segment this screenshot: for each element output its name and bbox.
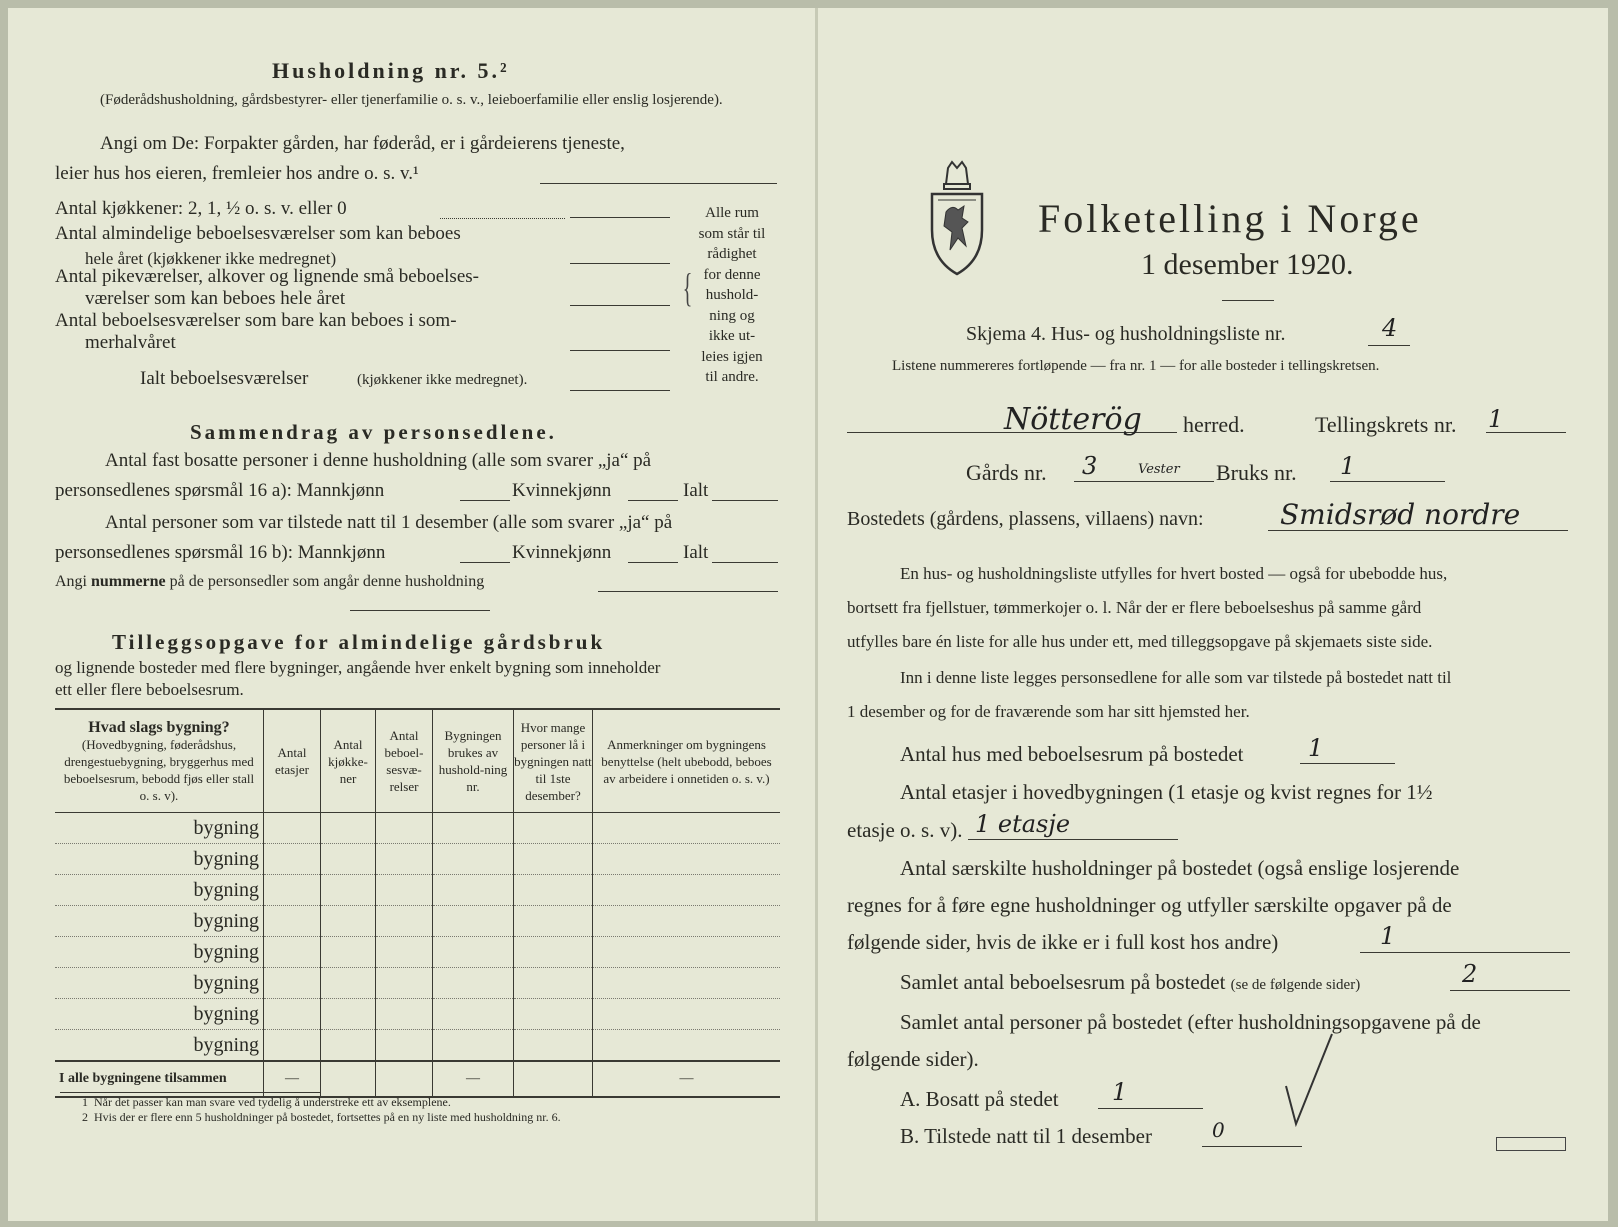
present-field[interactable]	[1202, 1146, 1302, 1147]
table-row	[55, 813, 780, 844]
gards-field[interactable]	[1074, 481, 1214, 482]
household-title: Husholdning nr. 5.²	[272, 58, 510, 83]
floors-value: 1 etasje	[975, 810, 1071, 838]
bosted-label: Bostedets (gårdens, plassens, villaens) navn:	[847, 508, 1204, 530]
cell[interactable]	[514, 1030, 593, 1062]
footnote-text: Når det passer kan man svare ved tydelig å understreke ett av eksemplene.	[94, 1095, 451, 1109]
footnote-2	[82, 1110, 561, 1125]
floors-question-1: Antal etasjer i hovedbygningen (1 etasje og kvist regnes for 1½	[900, 780, 1433, 804]
side-note-line: til andre.	[705, 369, 759, 385]
numbers-text: på de personsedler som angår denne husholdning	[169, 573, 485, 590]
resident-male-field[interactable]	[460, 500, 510, 501]
cell[interactable]	[376, 875, 433, 906]
herred-value: Nötterög	[1004, 402, 1142, 437]
row-label: bygning	[55, 937, 264, 968]
cell[interactable]	[433, 999, 514, 1030]
cell[interactable]	[433, 813, 514, 844]
numbers-instruction	[55, 573, 484, 591]
ordinary-rooms-line-1: Antal almindelige beboelsesværelser som kan beboes	[55, 223, 461, 244]
total-rooms[interactable]	[376, 1061, 433, 1097]
maid-rooms-line-2: værelser som kan beboes hele året	[85, 288, 346, 309]
cell[interactable]	[593, 813, 781, 844]
cell[interactable]	[593, 844, 781, 875]
numbers-text: Angi	[55, 573, 87, 590]
cell[interactable]	[593, 999, 781, 1030]
schema-label: Skjema 4. Hus- og husholdningsliste nr.	[966, 323, 1286, 345]
cell[interactable]	[433, 937, 514, 968]
row-label: bygning	[55, 844, 264, 875]
numbers-field[interactable]	[598, 591, 778, 592]
summer-rooms-line-2: merhalvåret	[85, 332, 176, 353]
total-label: I alle bygningene tilsammen	[55, 1061, 264, 1097]
col-persons: Hvor mange personer lå i bygningen natt til 1ste desember?	[514, 709, 593, 813]
cell[interactable]	[321, 844, 376, 875]
households-question-3: følgende sider, hvis de ikke er i full kost hos andre)	[847, 930, 1279, 954]
total-rooms-field[interactable]	[570, 390, 670, 391]
numbering-note: Listene nummereres fortløpende — fra nr. 1 — for alle bosteder i tellingskretsen.	[892, 358, 1380, 374]
instruction-1: En hus- og husholdningsliste utfylles for hvert bosted — også for ubebodde hus,	[900, 564, 1448, 583]
cell[interactable]	[593, 1030, 781, 1062]
ordinary-rooms-line-2: hele året (kjøkkener ikke medregnet)	[85, 249, 337, 268]
rooms-question-text: Samlet antal beboelsesrum på bostedet	[900, 970, 1226, 994]
row-label: bygning	[55, 906, 264, 937]
form-title: Folketelling i Norge	[1038, 196, 1422, 241]
side-note	[690, 203, 774, 388]
summary-line-1: Antal fast bosatte personer i denne husholdning (alle som svarer „ja“ på	[105, 450, 652, 471]
table-row	[55, 968, 780, 999]
row-label: bygning	[55, 1030, 264, 1062]
side-note-line: hushold-	[705, 287, 759, 303]
cell[interactable]	[376, 1030, 433, 1062]
houses-field[interactable]	[1300, 763, 1395, 764]
persons-question-2: følgende sider).	[847, 1047, 979, 1071]
form-date: 1 desember 1920.	[1141, 248, 1354, 281]
cell[interactable]	[264, 999, 321, 1030]
household-note: (Føderådshusholdning, gårdsbestyrer- eller tjenerfamilie o. s. v., leieboerfamilie eller enslig losjerende).	[100, 92, 723, 108]
checkmark-icon	[1282, 1030, 1342, 1130]
row-label: bygning	[55, 875, 264, 906]
krets-label: Tellingskrets nr.	[1315, 412, 1457, 437]
cell[interactable]	[321, 937, 376, 968]
present-label: B. Tilstede natt til 1 desember	[900, 1124, 1152, 1148]
row-label: bygning	[55, 968, 264, 999]
row-label: bygning	[55, 999, 264, 1030]
resident-total-field[interactable]	[712, 500, 778, 501]
table-row	[55, 844, 780, 875]
cell[interactable]	[376, 968, 433, 999]
households-field[interactable]	[1360, 952, 1570, 953]
gards-label: Gårds nr.	[966, 460, 1047, 485]
cell[interactable]	[376, 844, 433, 875]
cell[interactable]	[321, 813, 376, 844]
section-divider	[350, 610, 490, 611]
cell[interactable]	[433, 906, 514, 937]
maid-rooms-field[interactable]	[570, 305, 670, 306]
rooms-question-note: (se de følgende sider)	[1230, 977, 1361, 993]
table-row	[55, 1030, 780, 1062]
cell[interactable]	[376, 999, 433, 1030]
total-kitchens[interactable]	[321, 1061, 376, 1097]
col-remarks: Anmerkninger om bygningens benyttelse (helt ubebodd, beboes av arbeidere i onnetiden o. s. v.)	[593, 709, 781, 813]
cell[interactable]	[264, 906, 321, 937]
schema-no-value: 4	[1382, 314, 1398, 342]
building-table	[55, 708, 780, 1098]
side-note-line: for denne	[703, 266, 761, 283]
resident-label: A. Bosatt på stedet	[900, 1087, 1059, 1111]
cell[interactable]	[433, 844, 514, 875]
rooms-question	[900, 970, 1360, 995]
side-note-line: som står til	[698, 225, 766, 242]
ordinary-rooms-field[interactable]	[570, 263, 670, 264]
floors-field[interactable]	[968, 839, 1178, 840]
kitchens-field[interactable]	[570, 217, 670, 218]
footnote-mark: 2	[82, 1110, 88, 1124]
cell[interactable]	[514, 906, 593, 937]
herred-label: herred.	[1183, 412, 1245, 437]
households-value: 1	[1380, 922, 1396, 950]
cell[interactable]	[264, 1030, 321, 1062]
cell[interactable]	[433, 968, 514, 999]
kitchens-label: Antal kjøkkener: 2, 1, ½ o. s. v. eller 0	[55, 198, 347, 219]
houses-question: Antal hus med beboelsesrum på bostedet	[900, 742, 1244, 766]
summary-line-2: personsedlenes spørsmål 16 a): Mannkjønn	[55, 480, 385, 501]
present-male-field[interactable]	[460, 562, 510, 563]
resident-total-label: Ialt	[683, 480, 709, 501]
table-row	[55, 937, 780, 968]
ask-line-1: Angi om De: Forpakter gården, har føderåd, er i gårdeierens tjeneste,	[100, 133, 625, 154]
cell[interactable]	[514, 875, 593, 906]
cell[interactable]	[321, 1030, 376, 1062]
persons-question-1: Samlet antal personer på bostedet (efter husholdningsopgavene på de	[900, 1010, 1481, 1034]
cell[interactable]	[593, 875, 781, 906]
gards-value: 3	[1082, 452, 1098, 480]
cell[interactable]	[321, 906, 376, 937]
supplement-line-2: ett eller flere beboelsesrum.	[55, 680, 244, 699]
cell[interactable]	[321, 968, 376, 999]
rooms-value: 2	[1462, 960, 1478, 988]
instruction-2: bortsett fra fjellstuer, tømmerkojer o. l. Når der er flere beboelseshus på samme gård	[847, 598, 1422, 617]
coat-of-arms-icon	[928, 160, 986, 278]
col-building-title: Hvad slags bygning?	[88, 718, 230, 736]
bruks-value: 1	[1340, 452, 1356, 480]
total-rooms-label: Ialt beboelsesværelser	[140, 368, 309, 389]
summary-line-3: Antal personer som var tilstede natt til 1 desember (alle som svarer „ja“ på	[105, 512, 673, 533]
cell[interactable]	[264, 875, 321, 906]
bruks-label: Bruks nr.	[1216, 460, 1297, 485]
summary-line-4: personsedlenes spørsmål 16 b): Mannkjønn	[55, 542, 386, 563]
resident-female-field[interactable]	[628, 500, 678, 501]
rooms-field[interactable]	[1450, 990, 1570, 991]
side-note-line: ikke ut-	[708, 328, 756, 344]
cell[interactable]	[264, 937, 321, 968]
cell[interactable]	[376, 906, 433, 937]
col-rooms: Antal beboel-sesvæ-relser	[376, 709, 433, 813]
bruks-field[interactable]	[1330, 481, 1445, 482]
maid-rooms-line-1: Antal pikeværelser, alkover og lignende små beboelses-	[55, 266, 479, 287]
present-value: 0	[1212, 1118, 1225, 1142]
present-total-field[interactable]	[712, 562, 778, 563]
row-label: bygning	[55, 813, 264, 844]
printer-stamp-icon	[1496, 1137, 1566, 1151]
total-household: —	[433, 1061, 514, 1097]
footnote-1	[82, 1095, 451, 1110]
resident-female-label: Kvinnekjønn	[512, 480, 612, 501]
side-note-line: Alle rum	[705, 205, 759, 221]
title-rule	[1222, 300, 1274, 301]
footnote-rule	[60, 1092, 320, 1093]
cell[interactable]	[321, 999, 376, 1030]
cell[interactable]	[514, 844, 593, 875]
resident-value: 1	[1112, 1078, 1128, 1106]
col-household-no: Bygningen brukes av hushold-ning nr.	[433, 709, 514, 813]
cell[interactable]	[514, 968, 593, 999]
bosted-value: Smidsrød nordre	[1280, 498, 1521, 531]
cell[interactable]	[264, 813, 321, 844]
cell[interactable]	[433, 875, 514, 906]
side-note-line: ning og	[709, 307, 755, 324]
ask-line-2: leier hus hos eieren, fremleier hos andre o. s. v.¹	[55, 163, 419, 184]
cell[interactable]	[321, 875, 376, 906]
summer-rooms-field[interactable]	[570, 350, 670, 351]
cell[interactable]	[514, 937, 593, 968]
cell[interactable]	[376, 813, 433, 844]
footnote-mark: 1	[82, 1095, 88, 1109]
cell[interactable]	[514, 999, 593, 1030]
instruction-5: 1 desember og for de fraværende som har sitt hjemsted her.	[847, 702, 1250, 721]
col-building-note: (Hovedbygning, føderådshus, drengestuebygning, bryggerhus med beboelsesrum, bebodd fjøs eller stall o. s. v).	[63, 736, 255, 803]
cell[interactable]	[433, 1030, 514, 1062]
brace: {	[682, 265, 693, 310]
cell[interactable]	[264, 968, 321, 999]
side-note-line: leies igjen	[701, 348, 763, 365]
table-row	[55, 906, 780, 937]
col-building-type	[55, 709, 264, 813]
side-note-line: rådighet	[707, 246, 757, 262]
summer-rooms-line-1: Antal beboelsesværelser som bare kan beboes i som-	[55, 310, 457, 331]
floors-question-2: etasje o. s. v).	[847, 818, 963, 842]
col-kitchens: Antal kjøkke-ner	[321, 709, 376, 813]
numbers-emphasis: nummerne	[91, 573, 166, 590]
schema-no-field[interactable]	[1368, 345, 1410, 346]
supplement-line-1: og lignende bosteder med flere bygninger, angående hver enkelt bygning som inneholder	[55, 658, 661, 677]
households-question-1: Antal særskilte husholdninger på bostedet (også enslige losjerende	[900, 856, 1460, 880]
instruction-4: Inn i denne liste legges personsedlene for alle som var tilstede på bostedet natt til	[900, 668, 1452, 687]
resident-field[interactable]	[1098, 1108, 1203, 1109]
col-floors: Antal etasjer	[264, 709, 321, 813]
gards-extra-value: Vester	[1138, 462, 1180, 477]
krets-value: 1	[1488, 405, 1504, 433]
kitchens-dots	[440, 218, 565, 219]
total-rooms-note: (kjøkkener ikke medregnet).	[357, 372, 528, 388]
summary-title: Sammendrag av personsedlene.	[190, 420, 557, 444]
cell[interactable]	[264, 844, 321, 875]
households-question-2: regnes for å føre egne husholdninger og utfyller særskilte opgaver på de	[847, 893, 1452, 917]
present-female-field[interactable]	[628, 562, 678, 563]
cell[interactable]	[593, 968, 781, 999]
present-total-label: Ialt	[683, 542, 709, 563]
houses-value: 1	[1308, 734, 1324, 762]
table-row	[55, 999, 780, 1030]
present-female-label: Kvinnekjønn	[512, 542, 612, 563]
cell[interactable]	[514, 813, 593, 844]
cell[interactable]	[376, 937, 433, 968]
ask-answer-line[interactable]	[540, 183, 777, 184]
cell[interactable]	[593, 906, 781, 937]
supplement-title: Tilleggsopgave for almindelige gårdsbruk	[112, 630, 606, 654]
footnote-text: Hvis der er flere enn 5 husholdninger på bostedet, fortsettes på en ny liste med husholdning nr. 6.	[94, 1110, 561, 1124]
total-floors: —	[264, 1061, 321, 1097]
total-persons[interactable]	[514, 1061, 593, 1097]
cell[interactable]	[593, 937, 781, 968]
instruction-3: utfylles bare én liste for alle hus under ett, med tilleggsopgave på skjemaets siste side.	[847, 632, 1433, 651]
total-remarks: —	[593, 1061, 781, 1097]
table-row	[55, 875, 780, 906]
